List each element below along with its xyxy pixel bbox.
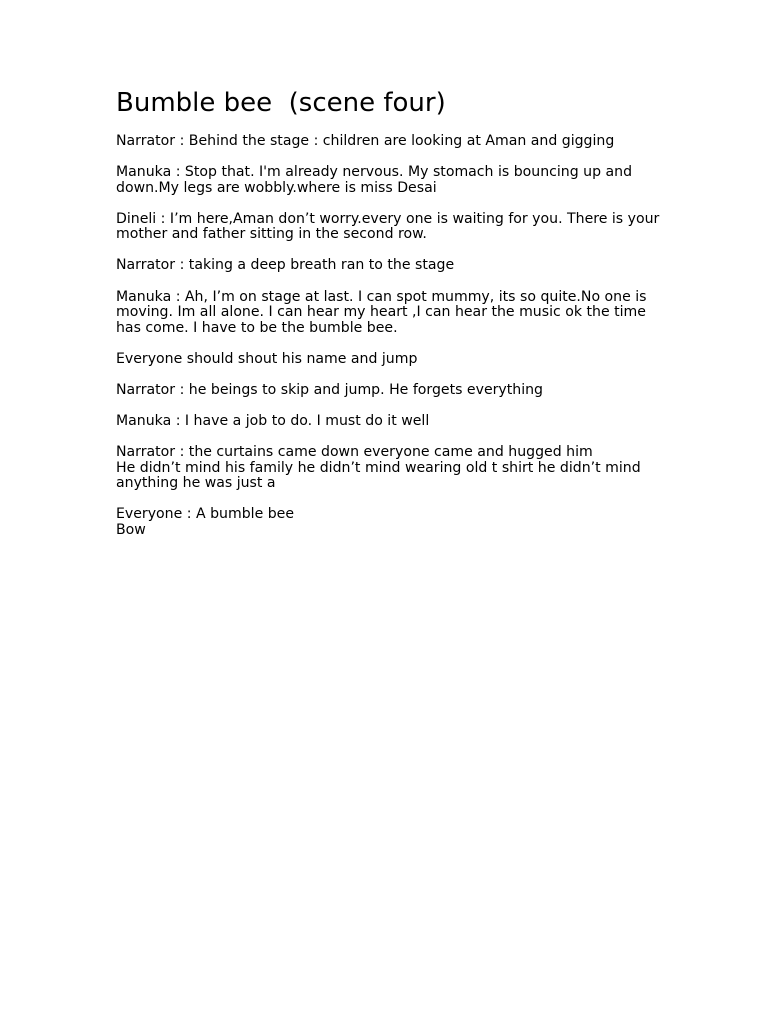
paragraph-manuka-1: [116, 165, 661, 196]
paragraph-line: Narrator : the curtains came down everyone came and hugged him: [116, 444, 593, 461]
paragraph-line: He didn’t mind his family he didn’t mind wearing old t shirt he didn’t mind anything he was just a: [116, 459, 641, 492]
paragraph-line: Everyone : A bumble bee: [116, 506, 295, 523]
paragraph-line: Everyone should shout his name and jump: [116, 350, 418, 367]
document-title: Bumble bee (scene four): [116, 88, 446, 118]
document-page: [116, 84, 661, 554]
paragraph-line: Bow: [116, 522, 146, 538]
paragraph-dineli: [116, 212, 661, 243]
paragraph-line: Manuka : I have a job to do. I must do it well: [116, 413, 430, 430]
paragraph-everyone-final: [116, 507, 661, 538]
paragraph-manuka-2: [116, 290, 661, 337]
paragraph-line: Manuka : Ah, I’m on stage at last. I can spot mummy, its so quite.No one is moving. Im all alone. I can hear my heart ,I can hear the music ok the time has come. I have to be the bumble bee.: [116, 288, 647, 336]
paragraph-narrator-4: [116, 445, 661, 492]
paragraph-line: Narrator : taking a deep breath ran to the stage: [116, 257, 455, 274]
paragraph-everyone-direction: [116, 352, 661, 368]
paragraph-narrator-3: [116, 383, 661, 399]
paragraph-narrator-2: [116, 258, 661, 274]
paragraph-line: Manuka : Stop that. I'm already nervous. My stomach is bouncing up and down.My legs are wobbly.where is miss Desai: [116, 164, 633, 196]
paragraph-line: Narrator : Behind the stage : children are looking at Aman and gigging: [116, 133, 615, 149]
paragraph-line: Dineli : I’m here,Aman don’t worry.every one is waiting for you. There is your mother and father sitting in the second row.: [116, 210, 660, 243]
paragraph-narrator-1: [116, 134, 661, 150]
paragraph-manuka-3: [116, 414, 661, 430]
paragraph-line: Narrator : he beings to skip and jump. He forgets everything: [116, 381, 543, 398]
